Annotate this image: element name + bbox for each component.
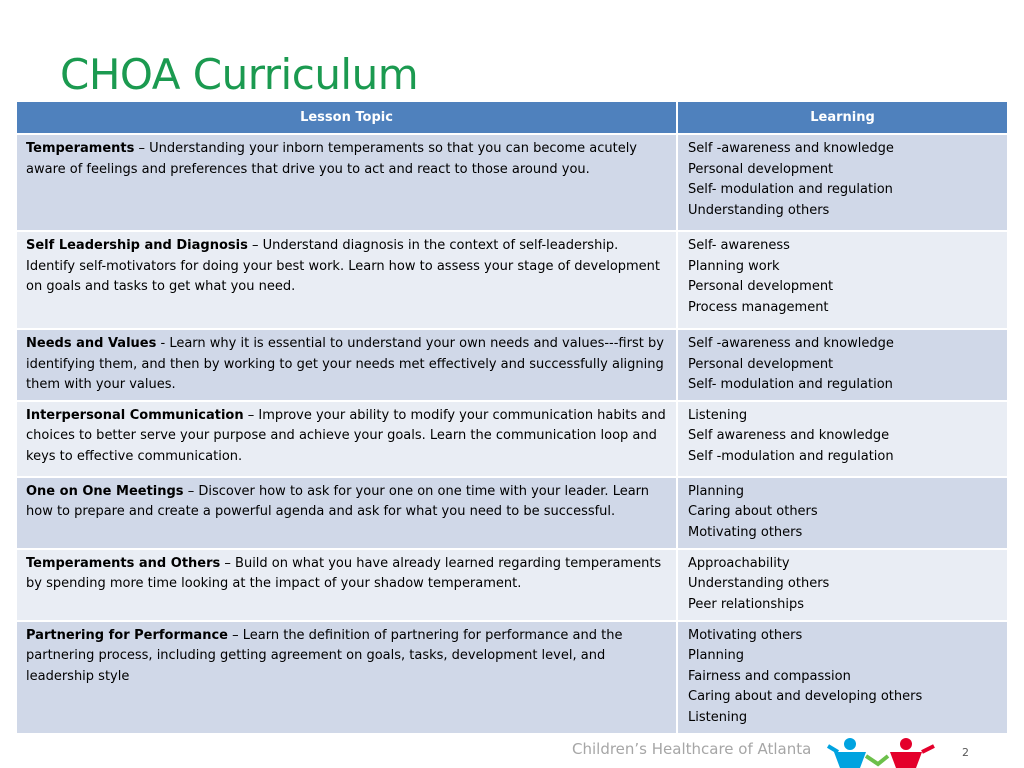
learning-cell [677,549,1007,621]
topic-separator: - [156,336,170,351]
table-header-row [17,102,1007,134]
topic-cell [17,134,677,231]
learning-item: Personal development [688,356,834,372]
table-row [17,549,1007,621]
learning-item: Personal development [688,161,834,177]
choa-logo-figures-icon [826,738,950,768]
learning-item: Self awareness and knowledge [688,428,890,443]
topic-title: Interpersonal Communication [26,407,244,423]
learning-item: Planning [688,648,744,663]
topic-separator: – [183,483,199,499]
topic-separator: – [247,238,263,253]
topic-separator: – [220,555,236,571]
learning-item: Self- modulation and regulation [688,377,893,392]
table-row [17,477,1007,549]
learning-item: Self -awareness and knowledge [688,141,894,156]
learning-cell [677,621,1007,734]
learning-item: Caring about and developing others [688,689,923,704]
learning-item: Personal development [688,279,834,294]
learning-item: Process management [688,299,829,315]
topic-description: Learn why it is essential to understand your own needs and values---first by identifying them, and then by working to get your needs met effectively and successfully aligning them with your values. [26,336,664,392]
learning-item: Approachability [688,555,790,571]
topic-title: Temperaments and Others [26,555,221,571]
table-row [17,231,1007,329]
learning-item: Self -modulation and regulation [688,448,894,464]
topic-cell [17,549,677,621]
learning-item: Fairness and compassion [688,668,851,684]
topic-cell [17,477,677,549]
topic-separator: – [134,141,150,156]
green-hands-icon [866,756,888,764]
blue-figure-icon [828,738,866,768]
header-lesson-topic: Lesson Topic [17,102,677,134]
learning-item: Understanding others [688,202,830,218]
table-row [17,401,1007,477]
header-learning: Learning [677,102,1007,134]
learning-item: Planning [688,483,744,499]
learning-cell [677,231,1007,329]
learning-item: Self- modulation and regulation [688,182,893,197]
topic-cell [17,621,677,734]
topic-title: One on One Meetings [26,483,184,499]
learning-cell [677,134,1007,231]
learning-cell [677,329,1007,401]
learning-item: Caring about others [688,504,818,519]
learning-item: Self -awareness and knowledge [688,336,894,351]
page-number: 2 [962,746,969,759]
table-row [17,329,1007,401]
topic-cell [17,401,677,477]
topic-separator: – [227,627,243,643]
learning-item: Motivating others [688,627,803,643]
topic-description: Build on what you have already learned regarding temperaments by spending more time looking at the impact of your shadow temperament. [26,555,662,591]
topic-title: Self Leadership and Diagnosis [26,238,248,253]
topic-cell [17,231,677,329]
topic-separator: – [243,407,259,423]
learning-item: Listening [688,709,748,725]
topic-description: Learn the definition of partnering for performance and the partnering process, including getting agreement on goals, tasks, development level, and leadership style [26,627,623,684]
red-figure-icon [890,738,934,768]
topic-title: Needs and Values [26,336,157,351]
learning-item: Peer relationships [688,596,805,612]
learning-item: Self- awareness [688,238,790,253]
curriculum-table [17,102,1007,735]
learning-item: Listening [688,407,748,423]
table-row [17,134,1007,231]
learning-item: Motivating others [688,524,803,540]
learning-cell [677,401,1007,477]
learning-item: Planning work [688,258,780,274]
learning-item: Understanding others [688,576,830,591]
topic-cell [17,329,677,401]
topic-title: Partnering for Performance [26,627,228,643]
topic-description: Discover how to ask for your one on one time with your leader. Learn how to prepare and create a powerful agenda and ask for what you need to be successful. [26,483,650,519]
footer-organization-name: Children’s Healthcare of Atlanta [572,740,812,758]
topic-description: Understand diagnosis in the context of self-leadership. Identify self-motivators for doing your best work. Learn how to assess your stage of development on goals and tasks to get what you need. [26,238,661,294]
learning-cell [677,477,1007,549]
slide-title: CHOA Curriculum [60,50,419,99]
topic-description: Understanding your inborn temperaments so that you can become acutely aware of feelings and preferences that drive you to act and react to those around you. [26,141,637,177]
topic-description: Improve your ability to modify your communication habits and choices to better serve your purpose and achieve your goals. Learn the communication loop and keys to effective communication. [26,407,666,464]
topic-title: Temperaments [26,141,135,156]
table-row [17,621,1007,734]
